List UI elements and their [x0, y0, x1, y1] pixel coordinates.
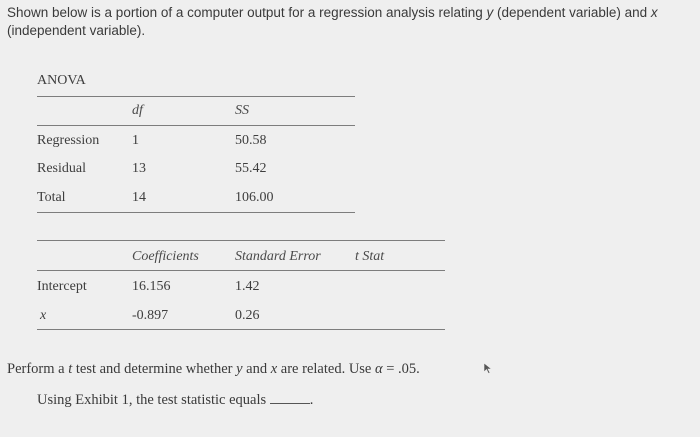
question-x-var: x: [270, 361, 278, 377]
anova-header-df: df: [132, 103, 143, 118]
coef-bottom-rule: [37, 329, 445, 330]
anova-bottom-rule: [37, 212, 355, 213]
question-text-c: and: [242, 361, 271, 377]
question-text-d: are related. Use: [277, 361, 375, 377]
coef-header-rule: [37, 270, 445, 271]
coef-row-coef-intercept: 16.156: [132, 279, 171, 294]
anova-top-rule: [37, 96, 355, 97]
anova-title: ANOVA: [37, 73, 86, 88]
question-text-e: = .05.: [382, 361, 420, 377]
intro-part3: (independent variable).: [7, 23, 146, 38]
coef-row-coef-x: -0.897: [132, 308, 169, 323]
intro-y-var: y: [486, 5, 494, 20]
question-line-2-text: Using Exhibit 1, the test statistic equals: [37, 392, 267, 408]
mouse-pointer-icon: [483, 362, 495, 374]
anova-row-label-residual: Residual: [37, 161, 86, 176]
intro-text: [7, 4, 687, 40]
coef-header-coefficients: Coefficients: [132, 249, 199, 264]
anova-row-df-residual: 13: [132, 161, 146, 176]
anova-row-ss-residual: 55.42: [235, 161, 267, 176]
question-t-var: t: [68, 361, 73, 377]
question-text-a: Perform a: [7, 361, 69, 377]
question-line-2: [37, 390, 313, 409]
anova-row-ss-regression: 50.58: [235, 133, 267, 148]
question-text-b: test and determine whether: [72, 361, 237, 377]
coef-top-rule: [37, 240, 445, 241]
answer-blank[interactable]: [270, 390, 310, 404]
coef-row-label-intercept: Intercept: [37, 279, 87, 294]
coef-header-standard-error: Standard Error: [235, 249, 321, 264]
intro-part2: (dependent variable) and: [493, 5, 651, 20]
anova-header-rule: [37, 125, 355, 126]
question-alpha: α: [375, 361, 383, 377]
question-y-var: y: [236, 361, 243, 377]
anova-header-ss: SS: [235, 103, 249, 118]
coef-row-label-x: x: [40, 308, 47, 323]
coef-row-se-x: 0.26: [235, 308, 260, 323]
question-line-2-end: .: [309, 392, 314, 408]
question-line-1: [7, 361, 420, 378]
anova-row-label-total: Total: [37, 190, 66, 205]
anova-row-label-regression: Regression: [37, 133, 100, 148]
coef-header-t-stat: t Stat: [355, 249, 385, 264]
anova-row-ss-total: 106.00: [235, 190, 274, 205]
coef-row-se-intercept: 1.42: [235, 279, 260, 294]
anova-row-df-regression: 1: [132, 133, 139, 148]
anova-row-df-total: 14: [132, 190, 146, 205]
intro-x-var: x: [650, 5, 658, 20]
intro-part1: Shown below is a portion of a computer output for a regression analysis relating: [7, 5, 487, 20]
